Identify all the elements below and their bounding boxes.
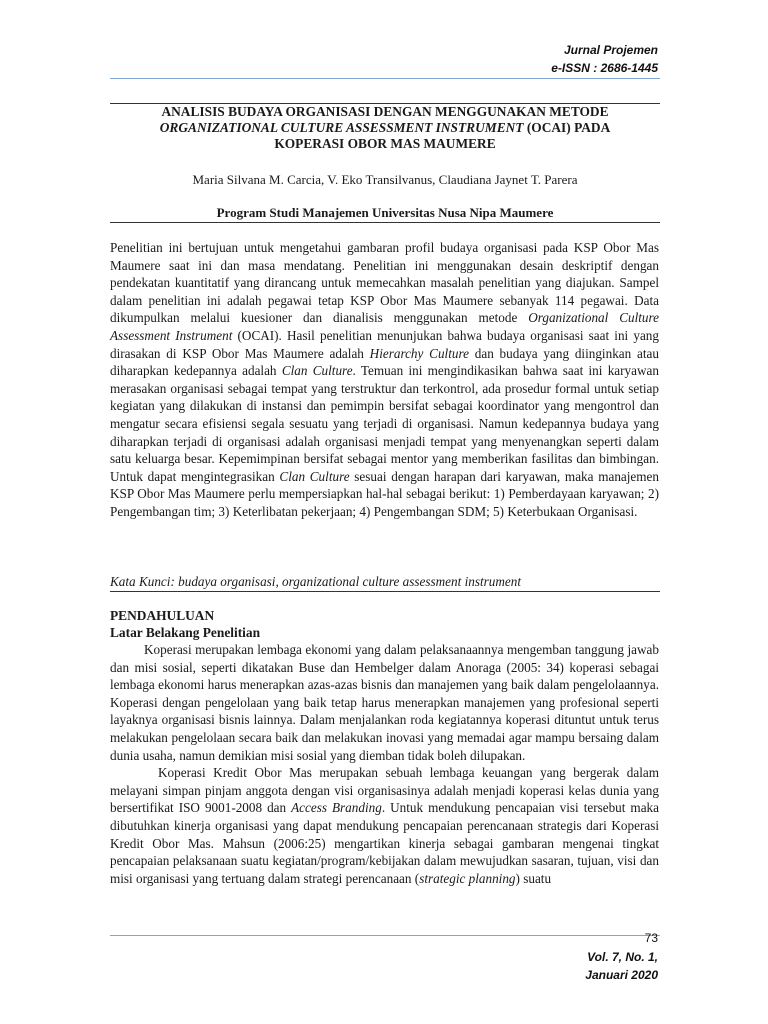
abstract: Penelitian ini bertujuan untuk mengetahui gambaran profil budaya organisasi pada KSP Obor Mas Maumere saat ini dan masa mendatang. Penelitian ini menggunakan desain deskriptif dengan pendekatan kuantitatif yang dirancang untuk memecahkan masalah penelitian yang diajukan. Sampel dalam penelitian ini adalah pegawai tetap KSP Obor Mas Maumere sebanyak 114 pegawai. Data dikumpulkan melalui kuesioner dan dianalisis menggunakan metode Organizational Culture Assessment Instrument (OCAI). Hasil penelitian menunjukan bahwa budaya organisasi saat ini yang dirasakan di KSP Obor Mas Maumere adalah Hierarchy Culture dan budaya yang diinginkan atau diharapkan kedepannya adalah Clan Culture. Temuan ini mengindikasikan bahwa saat ini karyawan merasakan organisasi sebagai tempat yang terstruktur dan terkontrol, ada prosedur formal untuk setiap kegiatan yang dilakukan di instansi dan pemimpin bersifat sebagai koordinator yang mengontrol dan mengatur secara efisiensi segala sesuatu yang terjadi di organisasi. Namun kedepannya budaya yang diharapkan terjadi di organisasi adalah organisasi menjadi tempat yang menyenangkan seperti dalam satu keluarga besar. Kepemimpinan bersifat sebagai mentor yang memberikan fasilitas dan bimbingan. Untuk dapat mengintegrasikan Clan Culture sesuai dengan harapan dari karyawan, maka manajemen KSP Obor Mas Maumere perlu mempersiapkan hal-hal sebagai berikut: 1) Pemberdayaan karyawan; 2) Pengembangan tim; 3) Keterlibatan pekerjaan; 4) Pengembangan SDM; 5) Keterbukaan Organisasi. [110,240,659,519]
volume-info: Vol. 7, No. 1, [587,950,658,964]
header-rule [110,78,660,79]
paragraph-2: Koperasi Kredit Obor Mas merupakan sebuah lembaga keuangan yang bergerak dalam melayani simpan pinjam anggota dengan visi organisasinya adalah menjadi koperasi kelas dunia yang bersertifikat ISO 9001-2008 dan Access Branding. Untuk mendukung pencapaian visi tersebut maka dibutuhkan kinerja organisasi yang dapat mendukung pencapaian perencanaan strategis dari Koperasi Kredit Obor Mas. Mahsun (2006:25) mengartikan kinerja sebagai gambaran mengenai tingkat pencapaian pelaksanaan suatu kegiatan/program/kebijakan dalam mewujudkan sasaran, tujuan, visi dan misi organisasi yang tertuang dalam strategi perencanaan (strategic planning) suatu [110,765,659,886]
keywords: Kata Kunci: budaya organisasi, organizational culture assessment instrument [110,574,522,589]
title-method-italic: ORGANIZATIONAL CULTURE ASSESSMENT INSTRUMENT [159,120,524,135]
paragraph-1: Koperasi merupakan lembaga ekonomi yang dalam pelaksanaannya mengemban tanggung jawab dan misi sosial, seperti dikatakan Buse dan Hembelger dalam Anoraga (2005: 34) koperasi sebagai lembaga ekonomi harus menerapkan azas-azas bisnis dan manajemen yang baik dalam pengelolaannya. Koperasi dengan pengelolaan yang baik tetap harus menerapkan manajemen yang profesional seperti layaknya organisasi bisnis lainnya. Dalam menjalankan roda kegiatannya koperasi dituntut untuk terus melakukan pengelolaan secara baik dan melakukan inovasi yang memadai agar mampu bersaing dalam dunia usaha, namun demikian misi sosial yang diemban tidak boleh dilupakan. [110,642,659,763]
journal-name: Jurnal Projemen [563,43,658,57]
section-heading: PENDAHULUAN [110,608,215,623]
page-number: 73 [644,931,658,945]
title-line-2-rest: (OCAI) PADA [523,120,611,135]
footer-rule [110,935,660,936]
body-text [110,641,659,887]
title-line-3: KOPERASI OBOR MAS MAUMERE [274,136,496,151]
keywords-rule [110,591,660,592]
title-line-2 [110,120,660,136]
authors: Maria Silvana M. Carcia, V. Eko Transilvanus, Claudiana Jaynet T. Parera [192,172,578,187]
title-line-1: ANALISIS BUDAYA ORGANISASI DENGAN MENGGUNAKAN METODE [161,104,609,119]
section-subheading: Latar Belakang Penelitian [110,625,261,640]
affiliation-rule [110,222,660,223]
journal-issn: e-ISSN : 2686-1445 [551,61,658,75]
paper-title [110,104,660,152]
affiliation: Program Studi Manajemen Universitas Nusa Nipa Maumere [216,205,554,220]
issue-date: Januari 2020 [585,968,658,982]
